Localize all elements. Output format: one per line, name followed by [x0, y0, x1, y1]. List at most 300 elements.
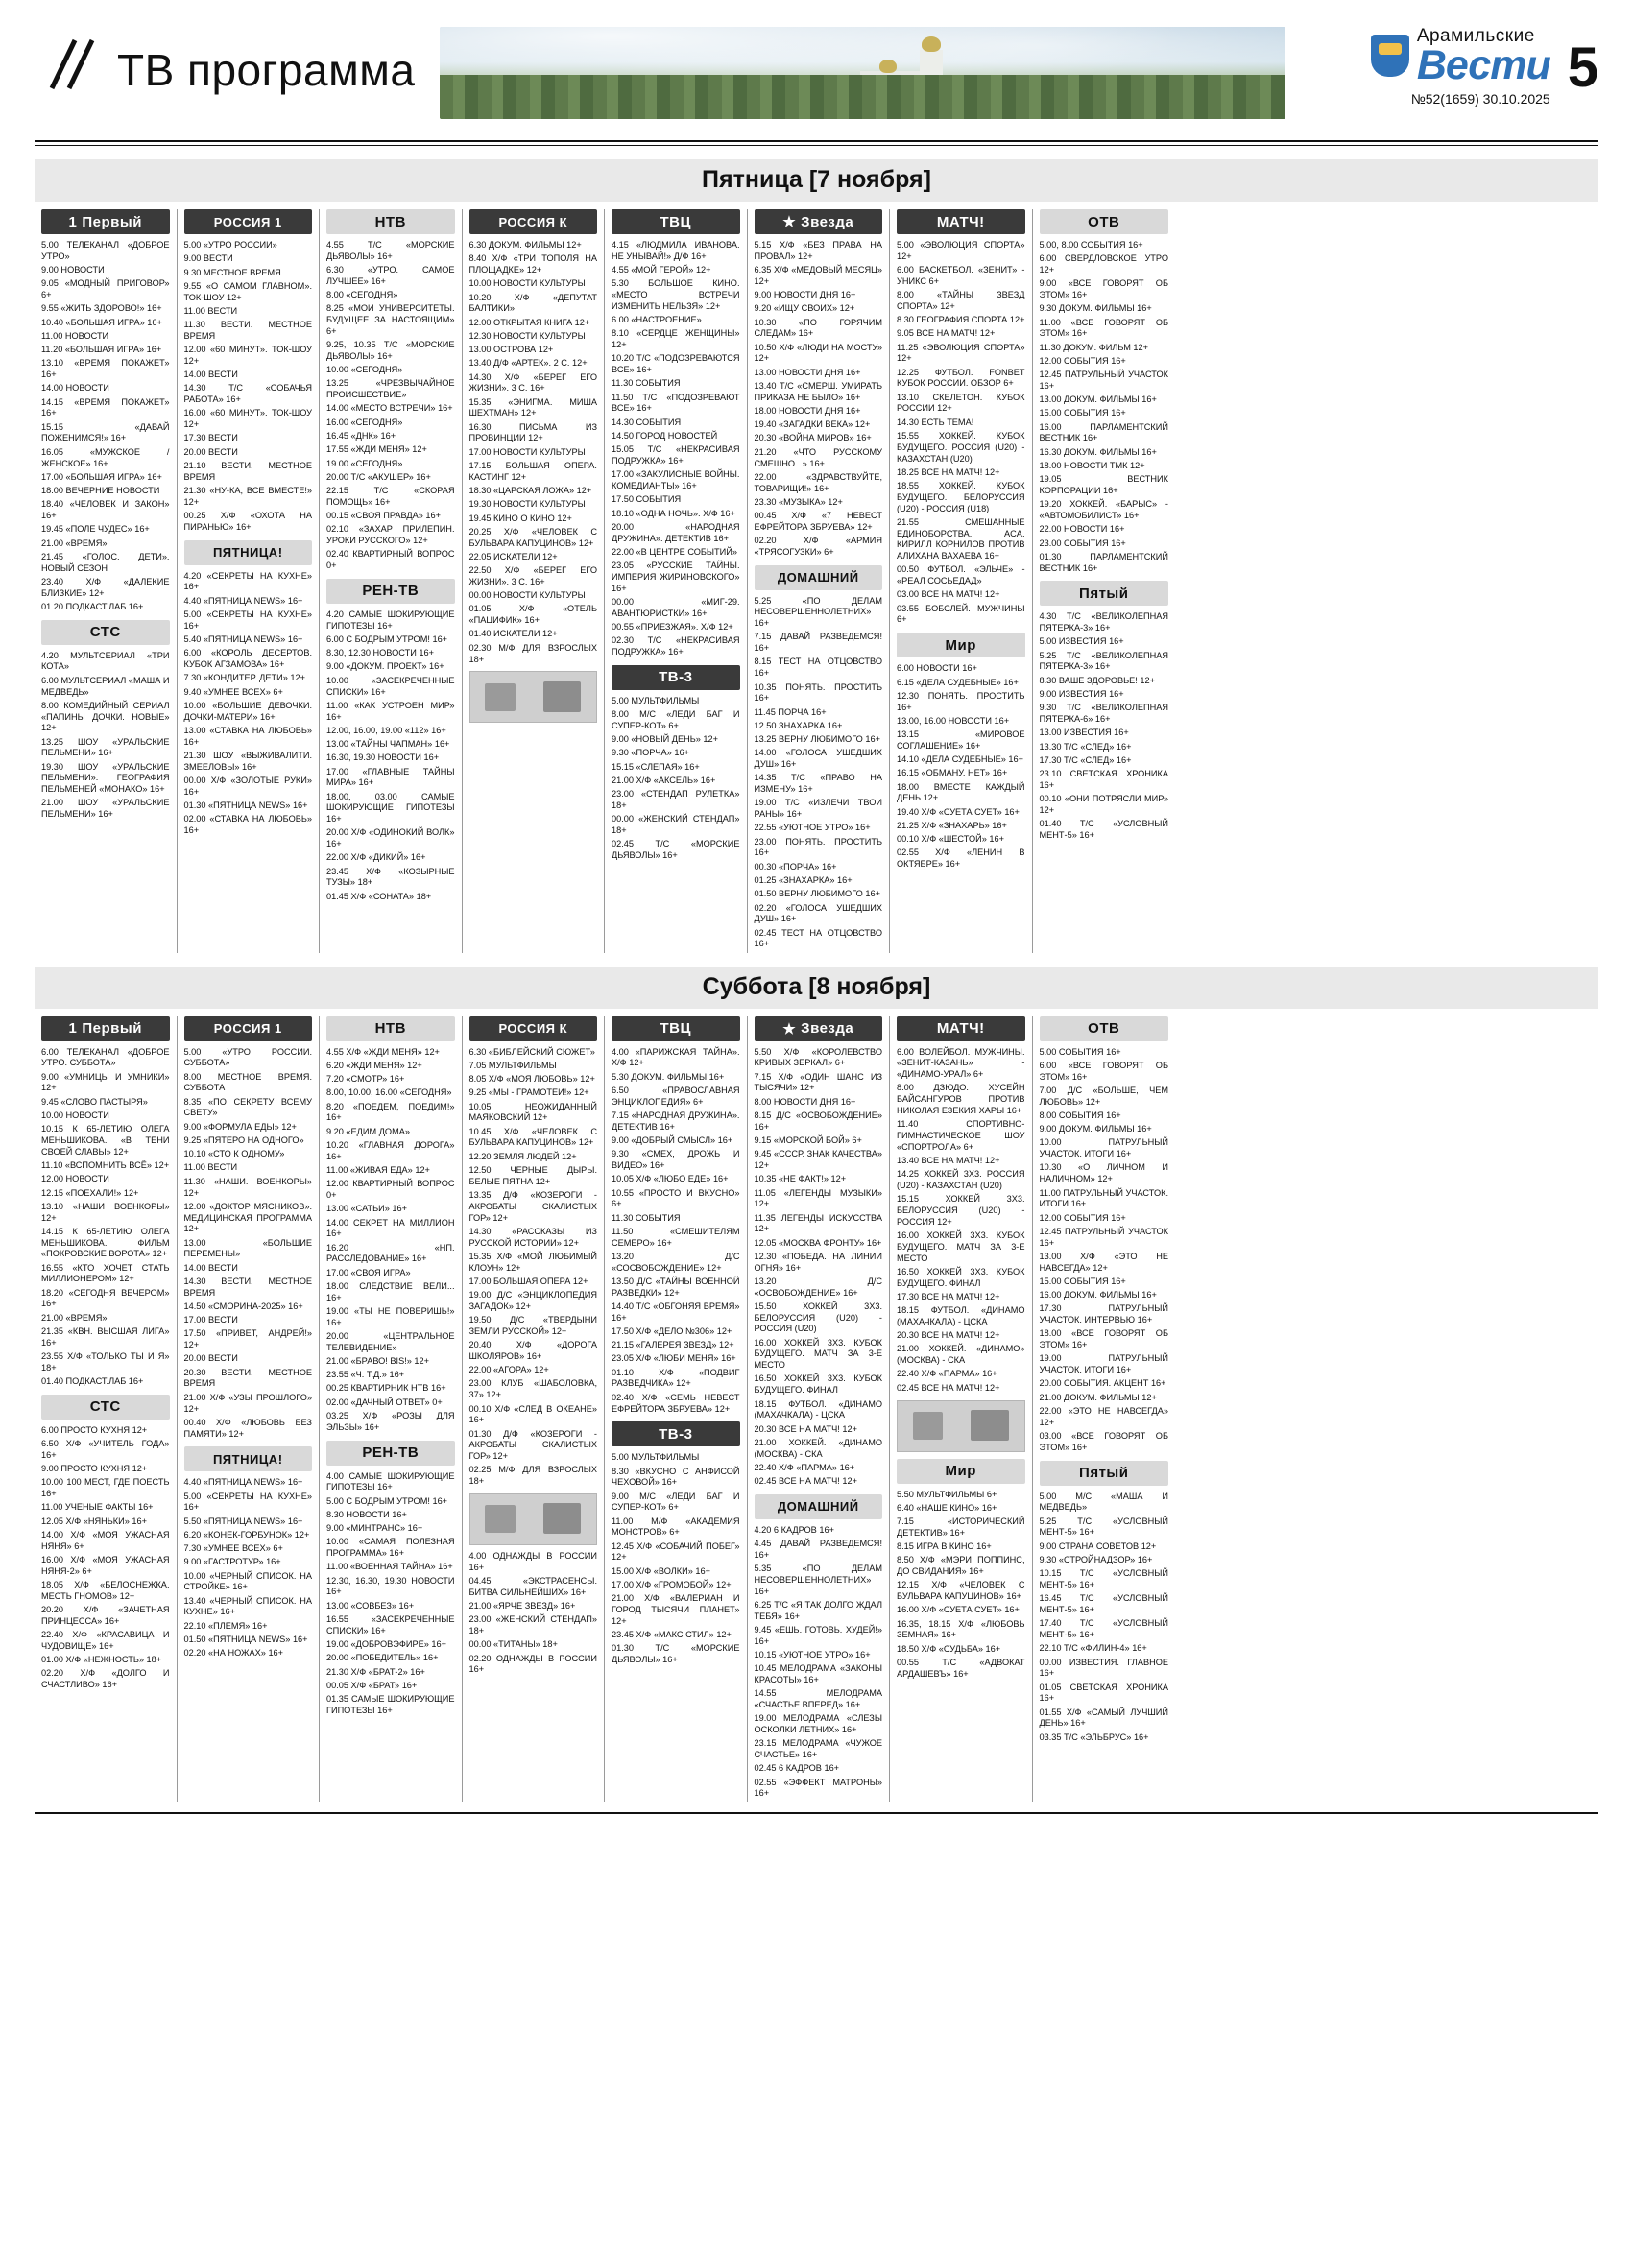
program-entry: 12.30, 16.30, 19.30 НОВОСТИ 16+	[326, 1575, 455, 1597]
program-entry: 19.00 ПАТРУЛЬНЫЙ УЧАСТОК. ИТОГИ 16+	[1039, 1353, 1168, 1375]
program-listing	[612, 240, 740, 658]
program-entry: 11.00 НОВОСТИ	[41, 330, 109, 341]
program-listing	[184, 1047, 313, 1441]
program-entry: 8.30 НОВОСТИ 16+	[326, 1509, 407, 1519]
program-entry: 17.15 БОЛЬШАЯ ОПЕРА. КАСТИНГ 12+	[468, 461, 597, 482]
program-entry: 22.00 Х/Ф «ДИКИЙ» 16+	[326, 852, 426, 863]
program-entry: 16.30 ДОКУМ. ФИЛЬМЫ 16+	[1039, 446, 1157, 457]
program-entry: 20.00 Х/Ф «ОДИНОКИЙ ВОЛК» 16+	[326, 827, 455, 849]
program-entry: 00.00 «МИГ-29. АВАНТЮРИСТКИ» 16+	[612, 596, 740, 618]
program-entry: 4.00 «ПАРИЖСКАЯ ТАЙНА». Х/Ф 12+	[612, 1046, 740, 1068]
program-entry: 9.00 ИЗВЕСТИЯ 16+	[1039, 689, 1124, 699]
program-entry: 01.30 Д/Ф «КОЗЕРОГИ - АКРОБАТЫ СКАЛИСТЫХ ГОР» 12+	[468, 1428, 597, 1462]
program-entry: 4.40 «ПЯТНИЦА NEWS» 16+	[183, 1477, 303, 1488]
program-entry: 22.10 «ПЛЕМЯ» 16+	[183, 1620, 268, 1631]
program-entry: 18.50 Х/Ф «СУДЬБА» 16+	[897, 1643, 1001, 1654]
program-entry: 14.30 ЕСТЬ ТЕМА!	[897, 417, 974, 427]
slashes-icon	[35, 27, 117, 94]
program-entry: 10.20 «ГЛАВНАЯ ДОРОГА» 16+	[326, 1139, 455, 1161]
program-entry: 16.30 ПИСЬМА ИЗ ПРОВИНЦИИ 12+	[468, 421, 597, 443]
sub-channel-name: Пятый	[1079, 1465, 1129, 1482]
program-entry: 9.45 «СЛОВО ПАСТЫРЯ»	[41, 1096, 148, 1107]
day-banner: Пятница [7 ноября]	[35, 159, 1598, 202]
sub-channel-header	[326, 1441, 455, 1466]
program-entry: 17.50 СОБЫТИЯ	[612, 494, 682, 505]
program-entry: 11.30 ВЕСТИ. МЕСТНОЕ ВРЕМЯ	[183, 320, 312, 341]
program-entry: 10.00 «СЕГОДНЯ»	[326, 365, 403, 375]
program-entry: 16.55 «ЗАСЕКРЕЧЕННЫЕ СПИСКИ» 16+	[326, 1613, 455, 1635]
sub-channel-name: ТВ-3	[659, 1425, 693, 1443]
program-entry: 00.00 ИЗВЕСТИЯ. ГЛАВНОЕ 16+	[1039, 1657, 1168, 1679]
program-entry: 00.55 «ПРИЕЗЖАЯ». Х/Ф 12+	[612, 621, 733, 632]
program-entry: 10.05 НЕОЖИДАННЫЙ МАЯКОВСКИЙ 12+	[468, 1101, 597, 1123]
program-entry: 00.40 Х/Ф «ЛЮБОВЬ БЕЗ ПАМЯТИ» 12+	[183, 1417, 312, 1439]
program-entry: 10.00 «ЧЕРНЫЙ СПИСОК. НА СТРОЙКЕ» 16+	[183, 1570, 312, 1592]
program-entry: 13.20 Д/С «ОСВОБОЖДЕНИЕ» 16+	[754, 1276, 882, 1298]
program-entry: 19.40 «ЗАГАДКИ ВЕКА» 12+	[754, 419, 871, 430]
program-entry: 8.30, 12.30 НОВОСТИ 16+	[326, 648, 434, 658]
program-entry: 8.00 ДЗЮДО. ХУСЕЙН БАЙСАНГУРОВ ПРОТИВ НИКОЛАЯ ЕЗЕКИЯ ХАРЫ 16+	[897, 1083, 1025, 1115]
program-entry: 20.20 Х/Ф «ЗАЧЕТНАЯ ПРИНЦЕССА» 16+	[41, 1604, 170, 1626]
program-entry: 18.00 СЛЕДСТВИЕ ВЕЛИ... 16+	[326, 1280, 455, 1302]
program-entry: 11.50 Т/С «ПОДОЗРЕВАЮТ ВСЕ» 16+	[612, 392, 740, 414]
program-entry: 23.10 СВЕТСКАЯ ХРОНИКА 16+	[1039, 769, 1168, 790]
program-entry: 15.35 Х/Ф «МОЙ ЛЮБИМЫЙ КЛОУН» 12+	[468, 1251, 597, 1273]
program-entry: 7.20 «СМОТР» 16+	[326, 1074, 405, 1085]
program-entry: 5.50 «ПЯТНИЦА NEWS» 16+	[183, 1516, 303, 1526]
sub-channel-header	[897, 633, 1025, 657]
program-entry: 22.00 НОВОСТИ 16+	[1039, 524, 1125, 535]
page-number: 5	[1567, 36, 1598, 99]
program-entry: 9.00 СТРАНА СОВЕТОВ 12+	[1039, 1540, 1157, 1551]
program-entry: 11.00 «ЖИВАЯ ЕДА» 12+	[326, 1164, 430, 1175]
channel-mark-icon: 1	[68, 213, 78, 230]
sub-program-listing	[326, 1471, 455, 1717]
program-entry: 6.00 ВОЛЕЙБОЛ. МУЖЧИНЫ. «ЗЕНИТ-КАЗАНЬ» - «ДИНАМО-УРАЛ» 6+	[897, 1046, 1025, 1080]
program-entry: 01.20 ПОДКАСТ.ЛАБ 16+	[41, 601, 144, 611]
program-entry: 23.05 «РУССКИЕ ТАЙНЫ. ИМПЕРИЯ ЖИРИНОВСКОГО» 16+	[612, 561, 740, 593]
program-entry: 01.55 Х/Ф «САМЫЙ ЛУЧШИЙ ДЕНЬ» 16+	[1039, 1707, 1168, 1729]
program-entry: 9.25 «ПЯТЕРО НА ОДНОГО»	[183, 1134, 304, 1145]
program-entry: 14.50 «СМОРИНА-2025» 16+	[183, 1301, 303, 1311]
program-entry: 00.50 ФУТБОЛ. «ЭЛЬЧЕ» - «РЕАЛ СОСЬЕДАД»	[897, 564, 1025, 586]
program-entry: 13.25 ШОУ «УРАЛЬСКИЕ ПЕЛЬМЕНИ» 16+	[41, 736, 170, 758]
program-entry: 11.20 «БОЛЬШАЯ ИГРА» 16+	[41, 345, 162, 355]
program-entry: 18.05 Х/Ф «БЕЛОСНЕЖКА. МЕСТЬ ГНОМОВ» 12+	[41, 1579, 170, 1601]
program-entry: 00.00 «ЖЕНСКИЙ СТЕНДАП» 18+	[612, 814, 740, 835]
program-entry: 9.20 «ЕДИМ ДОМА»	[326, 1126, 410, 1136]
program-entry: 15.00 СОБЫТИЯ 16+	[1039, 1276, 1126, 1286]
program-entry: 13.40 ВСЕ НА МАТЧ! 12+	[897, 1155, 1000, 1165]
program-entry: 22.40 Х/Ф «ПАРМА» 16+	[754, 1462, 855, 1472]
program-entry: 22.00 «АГОРА» 12+	[468, 1365, 549, 1375]
program-entry: 18.00 ВМЕСТЕ КАЖДЫЙ ДЕНЬ 12+	[897, 781, 1025, 803]
channel-column	[605, 1016, 748, 1802]
program-entry: 14.30 Х/Ф «БЕРЕГ ЕГО ЖИЗНИ». 3 С. 16+	[468, 371, 597, 394]
program-entry: 11.30 СОБЫТИЯ	[612, 378, 681, 389]
program-entry: 01.05 Х/Ф «ОТЕЛЬ «ПАЦИФИК» 16+	[468, 604, 597, 626]
channel-header	[184, 1016, 313, 1041]
program-listing	[41, 1047, 170, 1388]
program-entry: 00.25 КВАРТИРНИК НТВ 16+	[326, 1383, 446, 1394]
channel-header	[612, 209, 740, 234]
program-entry: 9.30 МЕСТНОЕ ВРЕМЯ	[183, 267, 281, 277]
program-entry: 14.00 «ГОЛОСА УШЕДШИХ ДУШ» 16+	[754, 748, 882, 770]
program-entry: 00.00 НОВОСТИ КУЛЬТУРЫ	[468, 590, 586, 601]
program-entry: 9.00 «ГАСТРОТУР» 16+	[183, 1557, 281, 1567]
program-listing	[41, 240, 170, 613]
program-entry: 14.00 Х/Ф «МОЯ УЖАСНАЯ НЯНЯ» 6+	[41, 1529, 170, 1551]
program-entry: 14.30 СОБЫТИЯ	[612, 417, 682, 427]
channel-header	[41, 209, 170, 234]
program-entry: 15.15 ХОККЕЙ 3Х3. БЕЛОРУССИЯ (U20) - РОССИЯ 12+	[897, 1194, 1025, 1227]
program-entry: 01.35 САМЫЕ ШОКИРУЮЩИЕ ГИПОТЕЗЫ 16+	[326, 1694, 455, 1715]
program-entry: 20.30 «ВОЙНА МИРОВ» 16+	[754, 433, 872, 443]
sub-channel-name: Мир	[945, 1463, 976, 1480]
program-entry: 8.05 Х/Ф «МОЯ ЛЮБОВЬ» 12+	[468, 1074, 595, 1085]
program-entry: 4.40 «ПЯТНИЦА NEWS» 16+	[183, 595, 303, 606]
program-entry: 19.00 «ДОБРОВЭФИРЕ» 16+	[326, 1639, 446, 1649]
program-entry: 16.00 ДОКУМ. ФИЛЬМЫ 16+	[1039, 1290, 1157, 1301]
program-entry: 14.15 К 65-ЛЕТИЮ ОЛЕГА МЕНЬШИКОВА. ФИЛЬМ «ПОКРОВСКИЕ ВОРОТА» 12+	[41, 1226, 170, 1259]
program-listing	[755, 1047, 883, 1488]
program-entry: 13.40 «ЧЕРНЫЙ СПИСОК. НА КУХНЕ» 16+	[183, 1595, 312, 1617]
program-entry: 8.15 ИГРА В КИНО 16+	[897, 1541, 992, 1552]
program-entry: 15.05 Т/С «НЕКРАСИВАЯ ПОДРУЖКА» 16+	[612, 444, 740, 466]
program-entry: 18.00 «ВСЕ ГОВОРЯТ ОБ ЭТОМ» 16+	[1039, 1328, 1168, 1350]
program-entry: 8.00, 10.00, 16.00 «СЕГОДНЯ»	[326, 1087, 452, 1098]
program-entry: 11.05 «ЛЕГЕНДЫ МУЗЫКИ» 12+	[754, 1187, 882, 1209]
program-entry: 19.40 Х/Ф «СУЕТА СУЕТ» 16+	[897, 806, 1020, 817]
channel-header	[326, 1016, 455, 1041]
program-listing	[469, 240, 598, 665]
paper-name-main: Вести	[1416, 41, 1550, 88]
program-entry: 21.45 «ГОЛОС. ДЕТИ». НОВЫЙ СЕЗОН	[41, 551, 170, 573]
program-entry: 02.00 «ДАЧНЫЙ ОТВЕТ» 0+	[326, 1397, 443, 1407]
sub-channel-header	[41, 620, 170, 645]
program-entry: 20.40 Х/Ф «ДОРОГА ШКОЛЯРОВ» 16+	[468, 1340, 597, 1361]
channel-name: МАТЧ!	[936, 1020, 985, 1038]
program-entry: 6.00 БАСКЕТБОЛ. «ЗЕНИТ» - УНИКС 6+	[897, 265, 1025, 286]
program-entry: 13.20 Д/С «СОСВОБОЖДЕНИЕ» 12+	[612, 1251, 740, 1273]
program-entry: 13.00 «САТЬИ» 16+	[326, 1204, 407, 1214]
sub-program-listing	[41, 1425, 170, 1691]
program-entry: 5.25 «ПО ДЕЛАМ НЕСОВЕРШЕННОЛЕТНИХ» 16+	[754, 595, 882, 629]
program-entry: 18.30 «ЦАРСКАЯ ЛОЖА» 12+	[468, 486, 592, 496]
channel-column	[1033, 209, 1176, 953]
program-entry: 17.00 «ЗАКУЛИСНЫЕ ВОЙНЫ. КОМЕДИАНТЫ» 16+	[612, 469, 740, 491]
program-entry: 10.20 Х/Ф «ДЕПУТАТ БАЛТИКИ»	[468, 292, 597, 314]
program-entry: 16.00 Х/Ф «МОЯ УЖАСНАЯ НЯНЯ-2» 6+	[41, 1554, 170, 1576]
program-entry: 22.05 ИСКАТЕЛИ 12+	[468, 551, 558, 561]
program-entry: 5.50 Х/Ф «КОРОЛЕВСТВО КРИВЫХ ЗЕРКАЛ» 6+	[754, 1046, 882, 1068]
program-entry: 02.25 М/Ф ДЛЯ ВЗРОСЛЫХ 18+	[468, 1465, 597, 1487]
program-entry: 8.30 «ВКУСНО С АНФИСОЙ ЧЕХОВОЙ» 16+	[612, 1466, 740, 1488]
program-entry: 01.00 Х/Ф «НЕЖНОСТЬ» 18+	[41, 1655, 162, 1665]
program-entry: 02.20 ОДНАЖДЫ В РОССИИ 16+	[468, 1653, 597, 1675]
program-entry: 12.05 Х/Ф «НЯНЬКИ» 16+	[41, 1516, 148, 1526]
program-entry: 7.15 Х/Ф «ОДИН ШАНС ИЗ ТЫСЯЧИ» 12+	[754, 1071, 882, 1093]
program-entry: 16.35, 18.15 Х/Ф «ЛЮБОВЬ ЗЕМНАЯ» 16+	[897, 1618, 1025, 1640]
program-entry: 13.25 ВЕРНУ ЛЮБИМОГО 16+	[754, 734, 880, 745]
program-entry: 20.30 ВСЕ НА МАТЧ! 12+	[897, 1330, 1000, 1341]
program-entry: 17.30 Т/С «СЛЕД» 16+	[1039, 754, 1132, 765]
program-entry: 5.00 «УТРО РОССИИ»	[183, 240, 277, 250]
program-entry: 6.30 «УТРО. САМОЕ ЛУЧШЕЕ» 16+	[326, 265, 455, 286]
program-entry: 12.30 «ПОБЕДА. НА ЛИНИИ ОГНЯ» 16+	[754, 1251, 882, 1273]
program-entry: 21.30 ШОУ «ВЫЖИВАЛИТИ. ЗМЕЕЛОВЫ» 16+	[183, 750, 312, 772]
program-entry: 20.30 ВСЕ НА МАТЧ! 12+	[754, 1423, 857, 1434]
program-entry: 13.50 Д/С «ТАЙНЫ ВОЕННОЙ РАЗВЕДКИ» 12+	[612, 1276, 740, 1298]
program-entry: 21.00 «ЯРЧЕ ЗВЕЗД» 16+	[468, 1600, 576, 1611]
program-entry: 01.10 Х/Ф «ПОДВИГ РАЗВЕДЧИКА» 12+	[612, 1367, 740, 1389]
channel-name: РОССИЯ К	[498, 1021, 568, 1037]
channel-name: ТВЦ	[660, 1020, 691, 1038]
program-entry: 7.05 МУЛЬТФИЛЬМЫ	[468, 1060, 557, 1070]
program-entry: 13.00 ОСТРОВА 12+	[468, 345, 554, 355]
program-entry: 23.15 МЕЛОДРАМА «ЧУЖОЕ СЧАСТЬЕ» 16+	[754, 1738, 882, 1760]
program-entry: 23.45 Х/Ф «КОЗЫРНЫЕ ТУЗЫ» 18+	[326, 866, 455, 888]
program-entry: 9.00 НОВОСТИ	[41, 265, 105, 275]
program-entry: 18.55 ХОККЕЙ. КУБОК БУДУЩЕГО. БЕЛОРУССИЯ (U20) - РОССИЯ (U18)	[897, 481, 1025, 513]
sub-program-listing	[326, 609, 455, 903]
program-entry: 18.40 «ЧЕЛОВЕК И ЗАКОН» 16+	[41, 499, 170, 521]
program-entry: 20.30 ВЕСТИ. МЕСТНОЕ ВРЕМЯ	[183, 1367, 312, 1389]
program-entry: 00.00 «ТИТАНЫ» 18+	[468, 1639, 558, 1650]
program-entry: 6.20 «КОНЕК-ГОРБУНОК» 12+	[183, 1529, 310, 1540]
program-entry: 14.00 ВЕСТИ	[183, 1262, 238, 1273]
program-entry: 17.55 «ЖДИ МЕНЯ» 12+	[326, 444, 427, 455]
program-entry: 10.05 Х/Ф «ЛЮБО ЕДЕ» 16+	[612, 1174, 729, 1184]
program-entry: 00.10 Х/Ф «СЛЕД В ОКЕАНЕ» 16+	[468, 1403, 597, 1425]
program-entry: 10.55 «ПРОСТО И ВКУСНО» 6+	[612, 1187, 740, 1209]
program-entry: 22.10 Т/С «ФИЛИН-4» 16+	[1039, 1643, 1147, 1654]
program-entry: 13.00 ИЗВЕСТИЯ 16+	[1039, 728, 1129, 738]
channel-header	[1040, 209, 1169, 234]
program-entry: 11.00 «ВОЕННАЯ ТАЙНА» 16+	[326, 1562, 453, 1572]
channel-header	[41, 1016, 170, 1041]
program-entry: 8.00 «ТАЙНЫ ЗВЕЗД СПОРТА» 12+	[897, 290, 1025, 311]
program-entry: 11.00 ВЕСТИ	[183, 305, 238, 316]
channel-header	[897, 1016, 1025, 1041]
program-entry: 14.00 СЕКРЕТ НА МИЛЛИОН 16+	[326, 1217, 455, 1239]
program-entry: 10.50 Х/Ф «ЛЮДИ НА МОСТУ» 12+	[754, 342, 882, 364]
program-entry: 5.35 «ПО ДЕЛАМ НЕСОВЕРШЕННОЛЕТНИХ» 16+	[754, 1564, 882, 1596]
program-entry: 03.00 ВСЕ НА МАТЧ! 12+	[897, 589, 1000, 600]
program-entry: 16.00 ХОККЕЙ 3Х3. КУБОК БУДУЩЕГО. МАТЧ ЗА 3-Е МЕСТО	[754, 1337, 882, 1371]
program-entry: 19.30 ШОУ «УРАЛЬСКИЕ ПЕЛЬМЕНИ». ГЕОГРАФИЯ ПЕЛЬМЕНЕЙ «МОНАКО» 16+	[41, 761, 170, 795]
program-entry: 18.15 ФУТБОЛ. «ДИНАМО (МАХАЧКАЛА) - ЦСКА	[897, 1305, 1025, 1326]
tv-schedule	[35, 159, 1598, 1802]
program-entry: 14.25 ХОККЕЙ 3Х3. РОССИЯ (U20) - КАЗАХСТАН (U20)	[897, 1169, 1025, 1190]
program-entry: 9.00 ПРОСТО КУХНЯ 12+	[41, 1464, 148, 1474]
program-entry: 12.00 «ДОКТОР МЯСНИКОВ». МЕДИЦИНСКАЯ ПРОГРАММА 12+	[183, 1201, 312, 1234]
program-entry: 21.00 «БРАВО! BIS!» 12+	[326, 1355, 430, 1366]
program-entry: 21.00 ШОУ «УРАЛЬСКИЕ ПЕЛЬМЕНИ» 16+	[41, 798, 170, 820]
program-entry: 02.10 «ЗАХАР ПРИЛЕПИН. УРОКИ РУССКОГО» 12+	[326, 524, 455, 546]
filler-photo	[469, 671, 598, 723]
program-entry: 02.20 «ГОЛОСА УШЕДШИХ ДУШ» 16+	[754, 902, 882, 924]
program-entry: 17.30 ВЕСТИ	[183, 433, 238, 443]
program-entry: 11.00 «КАК УСТРОЕН МИР» 16+	[326, 700, 455, 722]
program-entry: 6.00 «ВСЕ ГОВОРЯТ ОБ ЭТОМ» 16+	[1039, 1060, 1168, 1082]
sub-channel-name: ПЯТНИЦА!	[212, 1451, 283, 1467]
program-entry: 9.30 Т/С «ВЕЛИКОЛЕПНАЯ ПЯТЕРКА-6» 16+	[1039, 703, 1168, 725]
program-entry: 18.00, 03.00 САМЫЕ ШОКИРУЮЩИЕ ГИПОТЕЗЫ 16+	[326, 791, 455, 824]
program-entry: 6.30 «БИБЛЕЙСКИЙ СЮЖЕТ»	[468, 1046, 595, 1057]
sub-channel-name: Пятый	[1079, 585, 1129, 602]
channel-mark-icon: 1	[68, 1020, 78, 1038]
program-entry: 12.25 ФУТБОЛ. FONBET КУБОК РОССИИ. ОБЗОР 6+	[897, 367, 1025, 389]
program-entry: 6.00 МУЛЬТСЕРИАЛ «МАША И МЕДВЕДЬ»	[41, 675, 170, 697]
program-entry: 10.45 МЕЛОДРАМА «ЗАКОНЫ КРАСОТЫ» 16+	[754, 1663, 882, 1685]
program-entry: 9.55 «О САМОМ ГЛАВНОМ». ТОК-ШОУ 12+	[183, 280, 312, 302]
program-entry: 5.00 МУЛЬТФИЛЬМЫ	[612, 695, 700, 705]
channel-column	[890, 209, 1033, 953]
program-entry: 13.10 СКЕЛЕТОН. КУБОК РОССИИ 12+	[897, 392, 1025, 414]
program-entry: 9.00 ДОКУМ. ФИЛЬМЫ 16+	[1039, 1124, 1152, 1134]
sub-program-listing	[469, 1551, 598, 1676]
program-entry: 21.00 Х/Ф «АКСЕЛЬ» 16+	[612, 775, 716, 785]
program-entry: 5.00 «СЕКРЕТЫ НА КУХНЕ» 16+	[183, 609, 312, 631]
program-entry: 02.45 ВСЕ НА МАТЧ! 12+	[897, 1382, 1000, 1393]
program-entry: 8.15 ТЕСТ НА ОТЦОВСТВО 16+	[754, 657, 882, 679]
program-entry: 6.00 «НАСТРОЕНИЕ»	[612, 315, 702, 325]
header-rule-thin	[35, 145, 1598, 146]
program-entry: 8.30 ГЕОГРАФИЯ СПОРТА 12+	[897, 315, 1025, 325]
program-entry: 10.00 НОВОСТИ КУЛЬТУРЫ	[468, 278, 586, 289]
program-entry: 9.30 ДОКУМ. ФИЛЬМЫ 16+	[1039, 303, 1152, 314]
program-entry: 8.50 Х/Ф «МЭРИ ПОППИНС, ДО СВИДАНИЯ» 16+	[897, 1555, 1025, 1577]
sub-program-listing	[612, 1452, 740, 1666]
program-entry: 9.25 «МЫ - ГРАМОТЕИ!» 12+	[468, 1087, 589, 1098]
sub-channel-name: РЕН-ТВ	[362, 1444, 420, 1462]
sub-channel-name: СТС	[89, 624, 121, 641]
program-entry: 16.00 «60 МИНУТ». ТОК-ШОУ 12+	[183, 408, 312, 430]
program-entry: 9.00 «ДОКУМ. ПРОЕКТ» 16+	[326, 661, 444, 672]
program-entry: 19.45 КИНО О КИНО 12+	[468, 513, 572, 523]
channel-column	[320, 1016, 463, 1802]
program-entry: 02.20 Х/Ф «ДОЛГО И СЧАСТЛИВО» 16+	[41, 1668, 170, 1690]
program-entry: 9.45 «СССР. ЗНАК КАЧЕСТВА» 12+	[754, 1149, 882, 1170]
program-entry: 17.00 БОЛЬШАЯ ОПЕРА 12+	[468, 1276, 588, 1286]
program-entry: 4.00 САМЫЕ ШОКИРУЮЩИЕ ГИПОТЕЗЫ 16+	[326, 1470, 455, 1492]
program-entry: 00.00 Х/Ф «ЗОЛОТЫЕ РУКИ» 16+	[183, 775, 312, 797]
channel-mark-icon: ★	[782, 1020, 797, 1038]
channel-column	[890, 1016, 1033, 1802]
channel-column	[748, 1016, 891, 1802]
channel-name: ТВЦ	[660, 213, 691, 230]
channel-name: ОТВ	[1088, 213, 1120, 230]
program-entry: 18.20 «СЕГОДНЯ ВЕЧЕРОМ» 16+	[41, 1287, 170, 1309]
program-entry: 21.00 ДОКУМ. ФИЛЬМЫ 12+	[1039, 1392, 1157, 1402]
program-entry: 18.00 НОВОСТИ ТМК 12+	[1039, 461, 1145, 471]
sub-channel-header	[1040, 581, 1169, 606]
program-entry: 13.00 «БОЛЬШИЕ ПЕРЕМЕНЫ»	[183, 1237, 312, 1259]
program-entry: 21.30 Х/Ф «БРАТ-2» 16+	[326, 1666, 425, 1677]
channel-header	[755, 209, 883, 234]
program-entry: 20.00 ВЕСТИ	[183, 1353, 238, 1364]
sub-channel-header	[612, 665, 740, 690]
program-entry: 7.30 «УМНЕЕ ВСЕХ» 6+	[183, 1543, 283, 1554]
program-entry: 13.00, 16.00 НОВОСТИ 16+	[897, 715, 1010, 726]
sub-channel-name: СТС	[89, 1398, 121, 1416]
program-entry: 12.15 «ПОЕХАЛИ!» 12+	[41, 1187, 139, 1198]
program-entry: 4.20 6 КАДРОВ 16+	[754, 1524, 834, 1535]
program-entry: 17.50 «ПРИВЕТ, АНДРЕЙ!» 12+	[183, 1328, 312, 1350]
program-entry: 11.00 «ВСЕ ГОВОРЯТ ОБ ЭТОМ» 16+	[1039, 317, 1168, 339]
channel-name: НТВ	[374, 213, 406, 230]
program-entry: 6.00 «КОРОЛЬ ДЕСЕРТОВ. КУБОК АГЗАМОВА» 16+	[183, 648, 312, 669]
program-entry: 22.55 «УЮТНОЕ УТРО» 16+	[754, 823, 871, 833]
program-entry: 8.00 СОБЫТИЯ 16+	[1039, 1110, 1121, 1120]
program-entry: 00.15 «СВОЯ ПРАВДА» 16+	[326, 511, 442, 521]
program-entry: 11.00 ПАТРУЛЬНЫЙ УЧАСТОК. ИТОГИ 16+	[1039, 1187, 1168, 1209]
program-entry: 11.10 «ВСПОМНИТЬ ВСЁ» 12+	[41, 1159, 170, 1170]
program-entry: 9.00 М/С «ЛЕДИ БАГ И СУПЕР-КОТ» 6+	[612, 1491, 740, 1513]
program-entry: 9.40 «УМНЕЕ ВСЕХ» 6+	[183, 686, 283, 697]
program-entry: 22.40 Х/Ф «КРАСАВИЦА И ЧУДОВИЩЕ» 16+	[41, 1630, 170, 1651]
program-entry: 7.15 ДАВАЙ РАЗВЕДЕМСЯ! 16+	[754, 632, 882, 654]
sub-program-listing	[1040, 611, 1169, 841]
program-entry: 9.00 «НОВЫЙ ДЕНЬ» 12+	[612, 734, 719, 745]
program-entry: 23.30 «МУЗЫКА» 12+	[754, 496, 843, 507]
program-entry: 22.15 Т/С «СКОРАЯ ПОМОЩЬ» 16+	[326, 486, 455, 507]
program-entry: 8.10 «СЕРДЦЕ ЖЕНЩИНЫ» 12+	[612, 328, 740, 350]
program-entry: 10.15 Т/С «УСЛОВНЫЙ МЕНТ-5» 16+	[1039, 1568, 1168, 1589]
program-entry: 8.20 «ПОЕДЕМ, ПОЕДИМ!» 16+	[326, 1101, 455, 1123]
program-entry: 21.00 ХОККЕЙ. «ДИНАМО (МОСКВА) - СКА	[754, 1437, 882, 1459]
sub-channel-header	[755, 565, 883, 590]
program-entry: 8.00 М/С «ЛЕДИ БАГ И СУПЕР-КОТ» 6+	[612, 709, 740, 730]
program-entry: 13.00 ДОКУМ. ФИЛЬМЫ 16+	[1039, 394, 1157, 405]
sub-program-listing	[41, 651, 170, 821]
program-entry: 20.00 СОБЫТИЯ. АКЦЕНТ 16+	[1039, 1378, 1166, 1389]
channel-mark-icon: ★	[782, 214, 797, 230]
program-entry: 03.00 «ВСЕ ГОВОРЯТ ОБ ЭТОМ» 16+	[1039, 1431, 1168, 1452]
program-entry: 5.30 БОЛЬШОЕ КИНО. «МЕСТО ВСТРЕЧИ ИЗМЕНИТЬ НЕЛЬЗЯ» 12+	[612, 278, 740, 311]
channel-header	[755, 1016, 883, 1041]
program-entry: 14.15 «ВРЕМЯ ПОКАЖЕТ» 16+	[41, 396, 170, 418]
program-entry: 9.45 «ЕШЬ. ГОТОВЬ. ХУДЕЙ!» 16+	[754, 1625, 882, 1646]
program-entry: 5.00 МУЛЬТФИЛЬМЫ	[612, 1452, 700, 1463]
program-entry: 01.30 «ПЯТНИЦА NEWS» 16+	[183, 800, 308, 810]
program-entry: 13.35 Д/Ф «КОЗЕРОГИ - АКРОБАТЫ СКАЛИСТЫХ ГОР» 12+	[468, 1190, 597, 1223]
program-entry: 6.15 «ДЕЛА СУДЕБНЫЕ» 16+	[897, 677, 1019, 687]
program-entry: 01.45 Х/Ф «СОНАТА» 18+	[326, 891, 432, 901]
program-entry: 5.25 Т/С «ВЕЛИКОЛЕПНАЯ ПЯТЕРКА-3» 16+	[1039, 650, 1168, 672]
program-entry: 17.30 ВСЕ НА МАТЧ! 12+	[897, 1291, 1000, 1301]
program-entry: 21.10 ВЕСТИ. МЕСТНОЕ ВРЕМЯ	[183, 461, 312, 482]
program-entry: 9.00 ВЕСТИ	[183, 253, 233, 264]
program-entry: 19.00 «СЕГОДНЯ»	[326, 458, 403, 468]
program-entry: 16.30, 19.30 НОВОСТИ 16+	[326, 752, 440, 763]
program-entry: 6.50 «ПРАВОСЛАВНАЯ ЭНЦИКЛОПЕДИЯ» 6+	[612, 1085, 740, 1107]
program-entry: 11.50 «СМЕШИТЕЛЯМ СЕМЕРО» 16+	[612, 1226, 740, 1248]
program-entry: 5.00 ТЕЛЕКАНАЛ «ДОБРОЕ УТРО»	[41, 240, 170, 261]
program-entry: 20.00 ВЕСТИ	[183, 446, 238, 457]
program-listing	[326, 240, 455, 572]
program-entry: 12.30 ПОНЯТЬ. ПРОСТИТЬ 16+	[897, 690, 1025, 712]
program-entry: 21.00 «ВРЕМЯ»	[41, 537, 108, 548]
program-entry: 21.35 «КВН. ВЫСШАЯ ЛИГА» 16+	[41, 1325, 170, 1348]
program-entry: 9.00 «ФОРМУЛА ЕДЫ» 12+	[183, 1121, 297, 1132]
program-entry: 12.50 ЗНАХАРКА 16+	[754, 720, 843, 730]
program-entry: 15.15 «ДАВАЙ ПОЖЕНИМСЯ!» 16+	[41, 421, 170, 443]
program-entry: 4.30 Т/С «ВЕЛИКОЛЕПНАЯ ПЯТЕРКА-3» 16+	[1039, 611, 1168, 633]
program-entry: 23.45 Х/Ф «МАКС СТИЛ» 12+	[612, 1630, 732, 1639]
program-entry: 02.45 6 КАДРОВ 16+	[754, 1763, 840, 1774]
